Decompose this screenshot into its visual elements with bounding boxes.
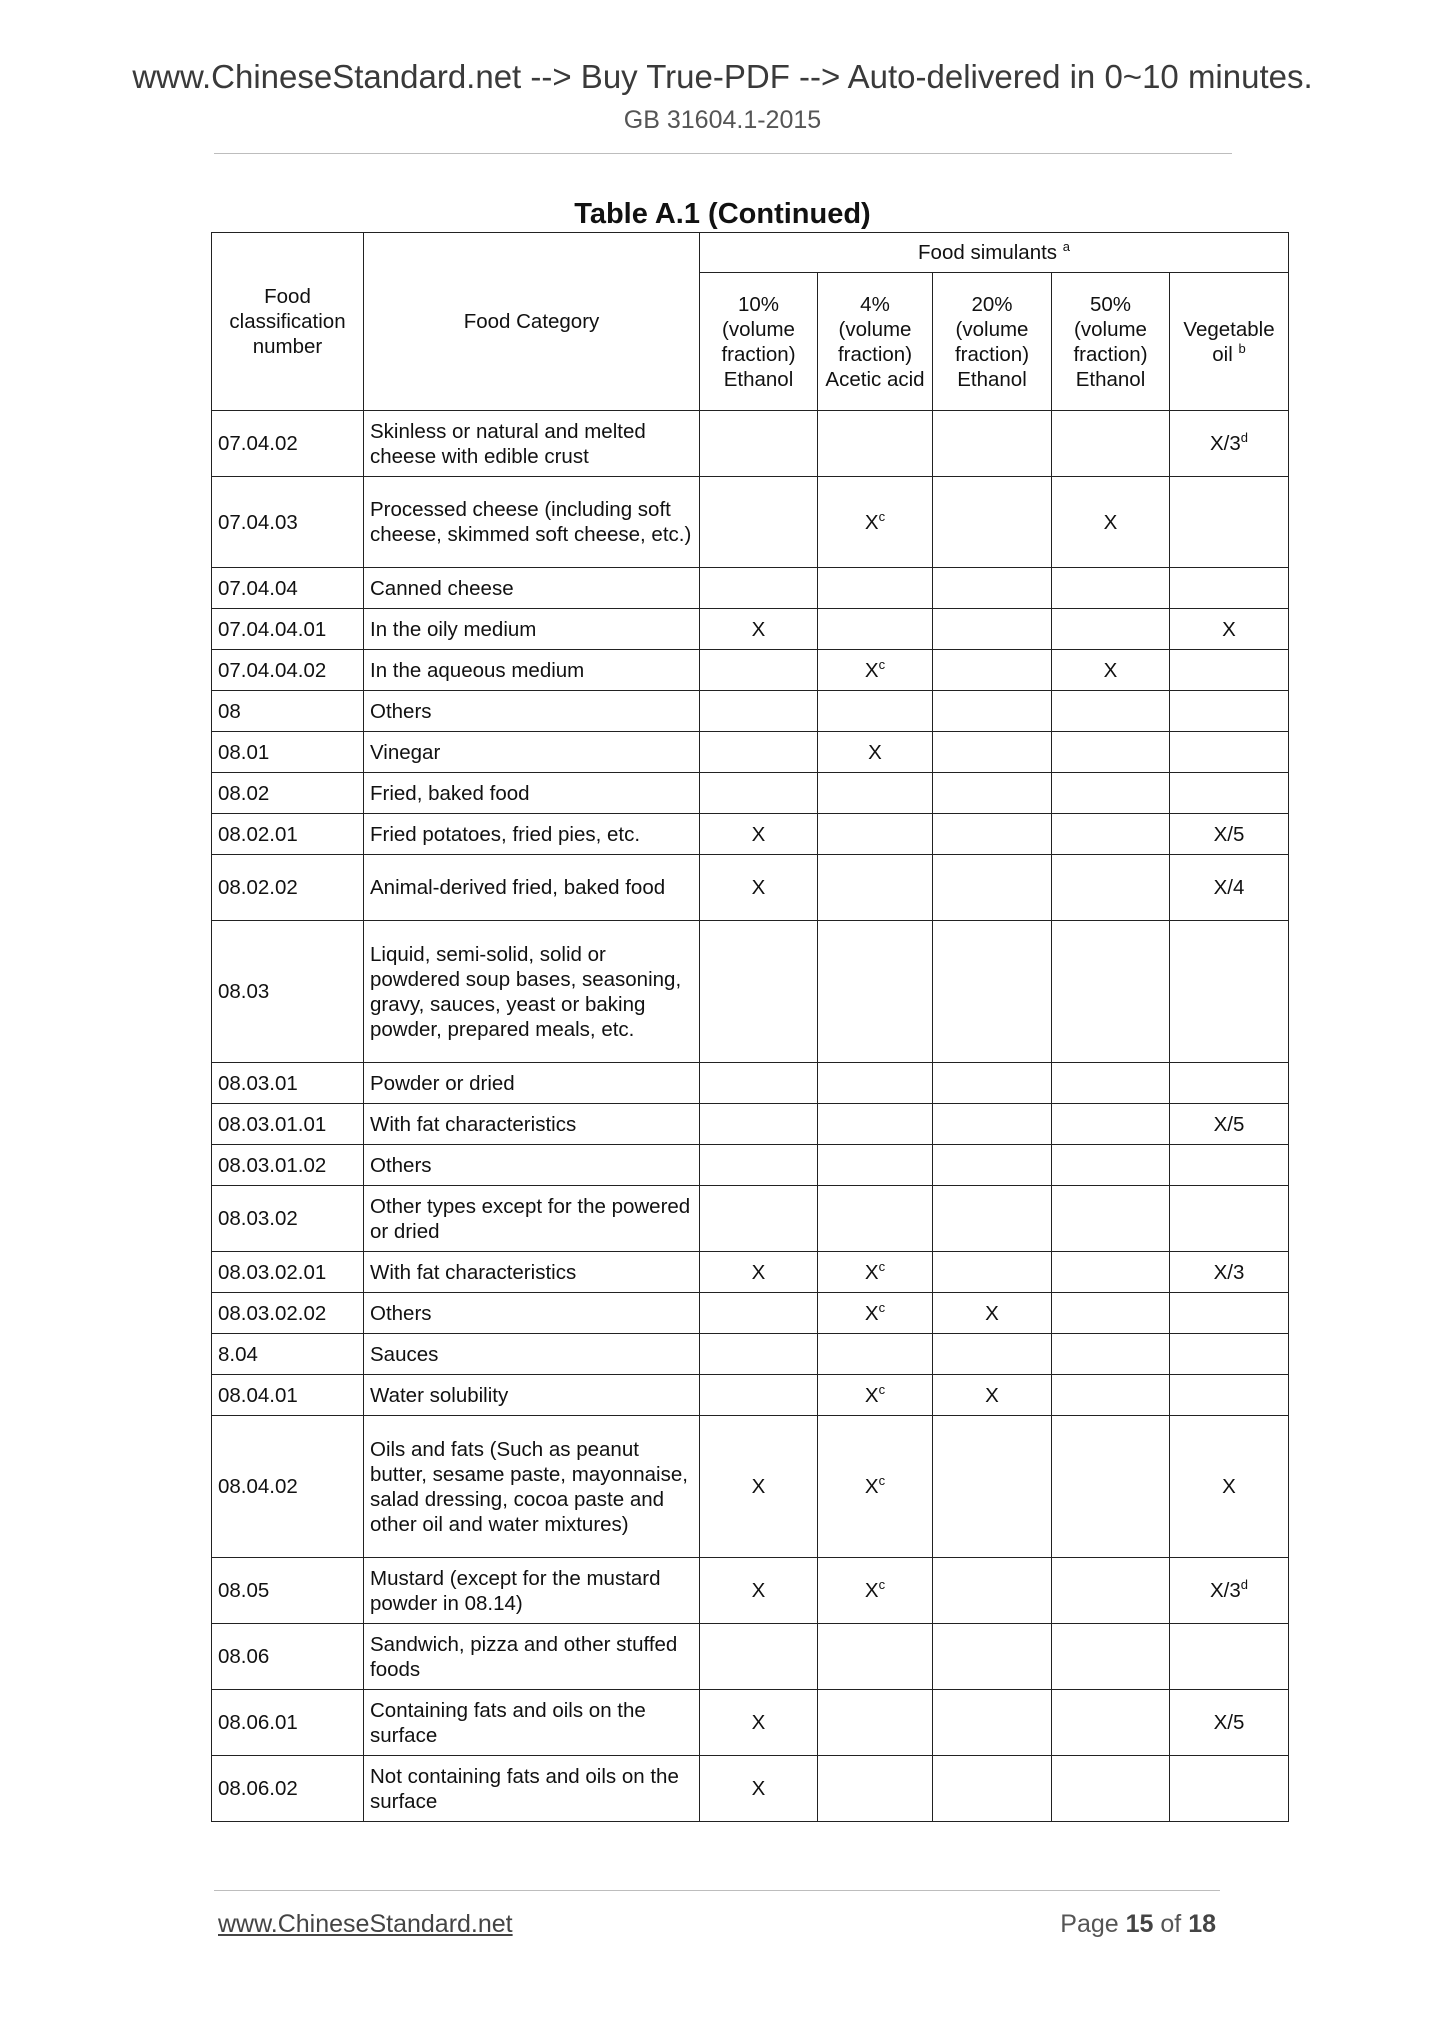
standard-number: GB 31604.1-2015	[623, 106, 822, 134]
cell-category: In the aqueous medium	[364, 650, 700, 691]
cell-ethanol20	[933, 1252, 1052, 1293]
cell-ethanol20	[933, 1104, 1052, 1145]
cell-ethanol50	[1052, 1063, 1170, 1104]
cell-ethanol10	[700, 1624, 818, 1690]
cell-ethanol20	[933, 1756, 1052, 1822]
col-header-simulants: Food simulants $^a$	[700, 233, 1289, 273]
cell-vegoil-value: X/3	[1210, 1579, 1241, 1602]
table-row	[212, 609, 1289, 650]
cell-acetic4	[818, 691, 933, 732]
cell-ethanol10	[700, 1186, 818, 1252]
cell-category: With fat characteristics	[364, 1252, 700, 1293]
table-row	[212, 1104, 1289, 1145]
cell-ethanol10	[700, 1334, 818, 1375]
col-header-ethanol10: 10% (volume fraction) Ethanol	[700, 273, 818, 411]
cell-ethanol50-value: X	[1103, 658, 1118, 682]
cell-category: Processed cheese (including soft cheese, skimmed soft cheese, etc.)	[364, 477, 700, 568]
page-number: Page 15 of 18	[1060, 1910, 1216, 1938]
cell-code: 08	[212, 691, 364, 732]
cell-ethanol10-value: X	[751, 617, 766, 641]
cell-ethanol10-value: X	[751, 876, 766, 899]
cell-acetic4	[818, 1186, 933, 1252]
table-row	[212, 1756, 1289, 1822]
cell-acetic4	[818, 1145, 933, 1186]
cell-vegoil	[1170, 1145, 1289, 1186]
cell-ethanol10	[700, 691, 818, 732]
cell-code: 08.03.01.01	[212, 1104, 364, 1145]
cell-acetic4	[818, 1558, 933, 1624]
table-row	[212, 1186, 1289, 1252]
cell-category: Others	[364, 1293, 700, 1334]
cell-ethanol50	[1052, 1334, 1170, 1375]
cell-ethanol10-value: X	[751, 822, 766, 846]
cell-ethanol10-value: X	[751, 1475, 766, 1498]
cell-vegoil	[1170, 732, 1289, 773]
cell-acetic4	[818, 1690, 933, 1756]
cell-ethanol50	[1052, 1416, 1170, 1558]
cell-vegoil-value: X/5	[1213, 1711, 1245, 1734]
cell-code: 08.06.01	[212, 1690, 364, 1756]
cell-acetic4	[818, 1624, 933, 1690]
cell-category: Others	[364, 1145, 700, 1186]
cell-category: Containing fats and oils on the surface	[364, 1690, 700, 1756]
table-row	[212, 1690, 1289, 1756]
cell-acetic4-value: X	[864, 1260, 879, 1284]
footer-divider	[214, 1890, 1220, 1891]
cell-category: Fried potatoes, fried pies, etc.	[364, 814, 700, 855]
cell-ethanol50	[1052, 1252, 1170, 1293]
cell-acetic4-value: X	[864, 510, 879, 534]
cell-ethanol50	[1052, 1756, 1170, 1822]
cell-ethanol20	[933, 1558, 1052, 1624]
cell-code: 07.04.03	[212, 477, 364, 568]
cell-vegoil-value: X	[1222, 1475, 1236, 1498]
cell-ethanol50-value: X	[1103, 510, 1118, 534]
cell-category: Others	[364, 691, 700, 732]
table-row	[212, 1375, 1289, 1416]
cell-code: 08.02.01	[212, 814, 364, 855]
cell-code: 08.06	[212, 1624, 364, 1690]
cell-acetic4-footnote: c	[878, 1381, 886, 1397]
footnote-mark-b: b	[1238, 340, 1246, 356]
cell-ethanol50	[1052, 609, 1170, 650]
cell-acetic4	[818, 1063, 933, 1104]
header-banner: www.ChineseStandard.net --> Buy True-PDF --> Auto-delivered in 0~10 minutes.	[132, 58, 1313, 95]
cell-ethanol50	[1052, 1375, 1170, 1416]
cell-vegoil	[1170, 650, 1289, 691]
header-divider	[214, 153, 1232, 154]
cell-ethanol50	[1052, 411, 1170, 477]
cell-category: Vinegar	[364, 732, 700, 773]
cell-vegoil-footnote: d	[1240, 430, 1249, 446]
cell-ethanol10	[700, 855, 818, 921]
cell-acetic4-footnote: c	[878, 1473, 886, 1489]
cell-ethanol10	[700, 732, 818, 773]
cell-ethanol50	[1052, 732, 1170, 773]
cell-category: Skinless or natural and melted cheese with edible crust	[364, 411, 700, 477]
cell-vegoil	[1170, 1624, 1289, 1690]
cell-ethanol10	[700, 1756, 818, 1822]
cell-vegoil	[1170, 1416, 1289, 1558]
cell-category: Liquid, semi-solid, solid or powdered soup bases, seasoning, gravy, sauces, yeast or baking powder, prepared meals, etc.	[364, 921, 700, 1063]
cell-acetic4-footnote: c	[878, 508, 886, 524]
cell-acetic4-value: X	[864, 1579, 879, 1602]
cell-ethanol20	[933, 1690, 1052, 1756]
cell-vegoil	[1170, 1690, 1289, 1756]
cell-ethanol10	[700, 1375, 818, 1416]
cell-category: Animal-derived fried, baked food	[364, 855, 700, 921]
cell-code: 08.04.02	[212, 1416, 364, 1558]
cell-acetic4	[818, 1252, 933, 1293]
cell-category: Canned cheese	[364, 568, 700, 609]
cell-ethanol20	[933, 609, 1052, 650]
col-header-vegoil: Vegetable oil $^b$	[1170, 273, 1289, 411]
cell-ethanol10	[700, 1293, 818, 1334]
cell-ethanol10	[700, 1145, 818, 1186]
footnote-mark-a: a	[1062, 239, 1070, 255]
cell-ethanol20	[933, 1145, 1052, 1186]
cell-acetic4	[818, 1334, 933, 1375]
cell-ethanol10	[700, 1690, 818, 1756]
table-row	[212, 1416, 1289, 1558]
cell-ethanol10	[700, 773, 818, 814]
cell-acetic4	[818, 609, 933, 650]
cell-category: Other types except for the powered or dried	[364, 1186, 700, 1252]
cell-vegoil	[1170, 1375, 1289, 1416]
cell-acetic4-footnote: c	[878, 656, 886, 672]
cell-code: 08.03.02.01	[212, 1252, 364, 1293]
cell-ethanol10-value: X	[751, 1579, 766, 1602]
table-row	[212, 1558, 1289, 1624]
cell-acetic4-value: X	[864, 1383, 879, 1407]
cell-acetic4	[818, 855, 933, 921]
cell-category: Not containing fats and oils on the surface	[364, 1756, 700, 1822]
cell-acetic4	[818, 477, 933, 568]
cell-ethanol10-value: X	[751, 1777, 766, 1800]
table-row	[212, 1252, 1289, 1293]
cell-vegoil	[1170, 1558, 1289, 1624]
col-header-ethanol20: 20% (volume fraction) Ethanol	[933, 273, 1052, 411]
cell-ethanol10	[700, 1104, 818, 1145]
cell-ethanol20	[933, 411, 1052, 477]
cell-ethanol50	[1052, 855, 1170, 921]
cell-ethanol50	[1052, 1104, 1170, 1145]
table-row	[212, 477, 1289, 568]
cell-ethanol20	[933, 1063, 1052, 1104]
cell-category: Water solubility	[364, 1375, 700, 1416]
cell-code: 07.04.02	[212, 411, 364, 477]
cell-acetic4	[818, 732, 933, 773]
table-row	[212, 691, 1289, 732]
cell-ethanol50	[1052, 1624, 1170, 1690]
cell-ethanol10	[700, 814, 818, 855]
cell-ethanol50	[1052, 568, 1170, 609]
cell-category: Fried, baked food	[364, 773, 700, 814]
col-header-category: Food Category	[364, 233, 700, 411]
cell-vegoil	[1170, 609, 1289, 650]
cell-vegoil	[1170, 814, 1289, 855]
cell-ethanol20	[933, 1375, 1052, 1416]
cell-acetic4-footnote: c	[878, 1299, 886, 1315]
cell-ethanol20	[933, 855, 1052, 921]
cell-code: 08.04.01	[212, 1375, 364, 1416]
cell-vegoil-value: X	[1222, 617, 1236, 641]
cell-code: 08.03.01.02	[212, 1145, 364, 1186]
table-caption: Table A.1 (Continued)	[574, 198, 871, 230]
cell-acetic4-value: X	[864, 1475, 879, 1498]
cell-category: With fat characteristics	[364, 1104, 700, 1145]
col-header-acetic4: 4% (volume fraction) Acetic acid	[818, 273, 933, 411]
table-row	[212, 1145, 1289, 1186]
cell-ethanol50	[1052, 814, 1170, 855]
cell-acetic4-footnote: c	[878, 1577, 886, 1593]
cell-category: Sauces	[364, 1334, 700, 1375]
cell-ethanol50	[1052, 1145, 1170, 1186]
cell-vegoil	[1170, 1063, 1289, 1104]
cell-category: Powder or dried	[364, 1063, 700, 1104]
cell-vegoil	[1170, 773, 1289, 814]
cell-ethanol10	[700, 650, 818, 691]
cell-vegoil-value: X/5	[1213, 822, 1245, 846]
cell-ethanol10-value: X	[751, 1711, 766, 1734]
cell-code: 07.04.04.02	[212, 650, 364, 691]
cell-code: 08.02	[212, 773, 364, 814]
cell-ethanol20	[933, 1624, 1052, 1690]
cell-acetic4	[818, 1293, 933, 1334]
table-row	[212, 814, 1289, 855]
cell-acetic4	[818, 773, 933, 814]
table-row	[212, 855, 1289, 921]
table-row	[212, 1334, 1289, 1375]
cell-acetic4	[818, 814, 933, 855]
cell-code: 08.06.02	[212, 1756, 364, 1822]
cell-ethanol20	[933, 691, 1052, 732]
cell-code: 08.03.02.02	[212, 1293, 364, 1334]
cell-ethanol10	[700, 609, 818, 650]
cell-vegoil	[1170, 1186, 1289, 1252]
cell-ethanol10	[700, 1558, 818, 1624]
cell-ethanol10-value: X	[751, 1260, 766, 1284]
table-row	[212, 773, 1289, 814]
cell-ethanol10	[700, 477, 818, 568]
cell-vegoil	[1170, 568, 1289, 609]
cell-ethanol20	[933, 1334, 1052, 1375]
cell-acetic4	[818, 1756, 933, 1822]
cell-vegoil	[1170, 691, 1289, 732]
cell-acetic4	[818, 1375, 933, 1416]
cell-vegoil	[1170, 921, 1289, 1063]
cell-category: In the oily medium	[364, 609, 700, 650]
cell-ethanol10	[700, 1252, 818, 1293]
table-row	[212, 1293, 1289, 1334]
cell-ethanol50	[1052, 1293, 1170, 1334]
cell-ethanol20	[933, 773, 1052, 814]
cell-ethanol20-value: X	[985, 1383, 999, 1407]
cell-vegoil	[1170, 1334, 1289, 1375]
food-simulants-table	[211, 232, 1289, 1822]
cell-acetic4-value: X	[868, 740, 882, 764]
cell-ethanol50	[1052, 691, 1170, 732]
cell-ethanol20	[933, 477, 1052, 568]
cell-vegoil	[1170, 1252, 1289, 1293]
cell-acetic4	[818, 411, 933, 477]
cell-ethanol20	[933, 814, 1052, 855]
cell-category: Sandwich, pizza and other stuffed foods	[364, 1624, 700, 1690]
cell-code: 8.04	[212, 1334, 364, 1375]
cell-ethanol10	[700, 921, 818, 1063]
cell-vegoil	[1170, 411, 1289, 477]
col-header-code: Food classification number	[212, 233, 364, 411]
cell-ethanol20	[933, 732, 1052, 773]
cell-code: 07.04.04	[212, 568, 364, 609]
cell-category: Mustard (except for the mustard powder in 08.14)	[364, 1558, 700, 1624]
cell-ethanol10	[700, 568, 818, 609]
cell-acetic4-value: X	[864, 658, 879, 682]
cell-vegoil	[1170, 1104, 1289, 1145]
table-row	[212, 568, 1289, 609]
cell-ethanol50	[1052, 1558, 1170, 1624]
cell-acetic4-footnote: c	[878, 1258, 886, 1274]
cell-acetic4	[818, 921, 933, 1063]
cell-code: 08.02.02	[212, 855, 364, 921]
cell-vegoil	[1170, 477, 1289, 568]
cell-acetic4-value: X	[864, 1301, 879, 1325]
cell-code: 07.04.04.01	[212, 609, 364, 650]
table-row	[212, 921, 1289, 1063]
cell-vegoil	[1170, 855, 1289, 921]
cell-ethanol50	[1052, 650, 1170, 691]
col-header-ethanol50: 50% (volume fraction) Ethanol	[1052, 273, 1170, 411]
table-row	[212, 650, 1289, 691]
cell-ethanol10	[700, 411, 818, 477]
cell-vegoil-footnote: d	[1240, 1577, 1249, 1593]
cell-acetic4	[818, 568, 933, 609]
cell-ethanol50	[1052, 1690, 1170, 1756]
cell-vegoil-value: X/3	[1210, 432, 1241, 455]
cell-ethanol20	[933, 650, 1052, 691]
cell-ethanol10	[700, 1416, 818, 1558]
cell-ethanol50	[1052, 1186, 1170, 1252]
cell-code: 08.03.01	[212, 1063, 364, 1104]
cell-vegoil-value: X/5	[1213, 1112, 1245, 1136]
cell-acetic4	[818, 1416, 933, 1558]
cell-vegoil-value: X/4	[1213, 876, 1245, 899]
cell-ethanol20	[933, 1416, 1052, 1558]
cell-vegoil-value: X/3	[1213, 1260, 1245, 1284]
cell-code: 08.03.02	[212, 1186, 364, 1252]
cell-code: 08.03	[212, 921, 364, 1063]
cell-ethanol50	[1052, 921, 1170, 1063]
cell-ethanol20	[933, 1186, 1052, 1252]
cell-ethanol20-value: X	[985, 1301, 999, 1325]
cell-ethanol20	[933, 1293, 1052, 1334]
cell-ethanol20	[933, 921, 1052, 1063]
table-row	[212, 1063, 1289, 1104]
cell-ethanol10	[700, 1063, 818, 1104]
cell-ethanol50	[1052, 773, 1170, 814]
table-row	[212, 1624, 1289, 1690]
cell-acetic4	[818, 650, 933, 691]
cell-ethanol20	[933, 568, 1052, 609]
table-row	[212, 732, 1289, 773]
cell-vegoil	[1170, 1293, 1289, 1334]
cell-acetic4	[818, 1104, 933, 1145]
cell-code: 08.01	[212, 732, 364, 773]
footer-website-link[interactable]: www.ChineseStandard.net	[218, 1910, 513, 1938]
cell-code: 08.05	[212, 1558, 364, 1624]
cell-ethanol50	[1052, 477, 1170, 568]
cell-vegoil	[1170, 1756, 1289, 1822]
cell-category: Oils and fats (Such as peanut butter, sesame paste, mayonnaise, salad dressing, cocoa paste and other oil and water mixtures)	[364, 1416, 700, 1558]
table-row	[212, 411, 1289, 477]
